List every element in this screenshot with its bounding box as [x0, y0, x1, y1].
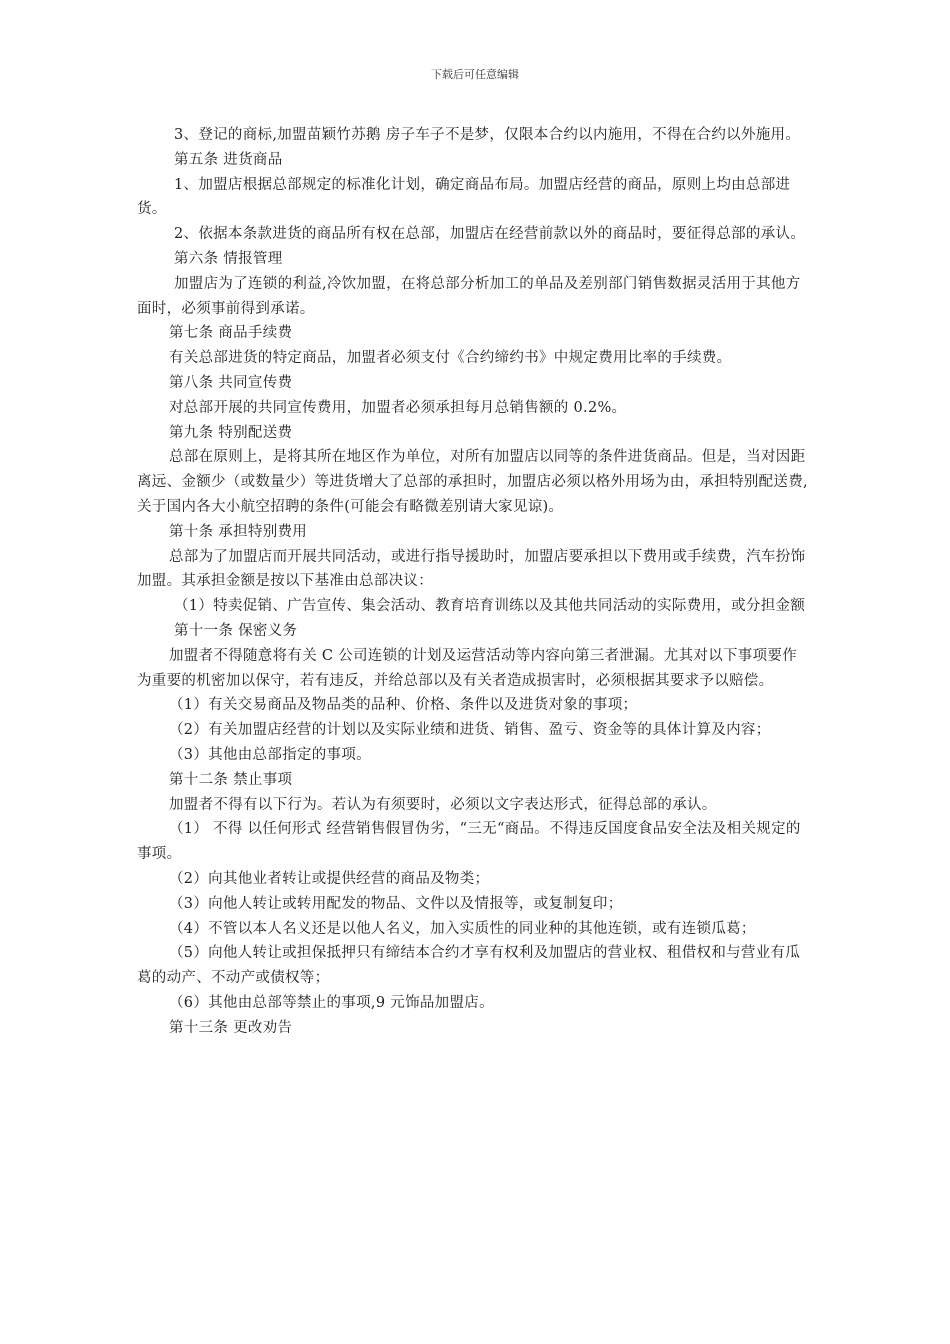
page-header: 下载后可任意编辑	[431, 68, 519, 81]
section-heading: 第十条 承担特别费用	[169, 523, 308, 540]
section-heading: 第十一条 保密义务	[174, 622, 298, 639]
document-body	[137, 123, 809, 1040]
paragraph: 加盟店为了连锁的利益,冷饮加盟，在将总部分析加工的单品及差别部门销售数据灵活用于其他方面时，必须事前得到承诺。	[137, 275, 801, 317]
section-heading: 第十二条 禁止事项	[169, 771, 293, 788]
paragraph: 2、依据本条款进货的商品所有权在总部，加盟店在经营前款以外的商品时，要征得总部的承认。	[174, 226, 806, 243]
list-item: （1）特卖促销、广告宣传、集会活动、教育培育训练以及其他共同活动的实际费用，或分担金额	[174, 598, 806, 615]
list-item: （2）向其他业者转让或提供经营的商品及物类；	[169, 870, 490, 887]
section-heading: 第十三条 更改劝告	[169, 1019, 293, 1036]
paragraph: 1、加盟店根据总部规定的标准化计划，确定商品布局。加盟店经营的商品，原则上均由总部进货。	[137, 176, 791, 218]
section-heading: 第九条 特别配送费	[169, 424, 293, 441]
list-item: （2）有关加盟店经营的计划以及实际业绩和进货、销售、盈亏、资金等的具体计算及内容；	[169, 722, 771, 739]
paragraph: 加盟者不得有以下行为。若认为有须要时，必须以文字表达形式，征得总部的承认。	[169, 796, 717, 813]
paragraph: 有关总部进货的特定商品，加盟者必须支付《合约缔约书》中规定费用比率的手续费。	[169, 350, 732, 367]
section-heading: 第五条 进货商品	[174, 151, 283, 168]
section-heading: 第七条 商品手续费	[169, 325, 293, 342]
paragraph: 总部在原则上，是将其所在地区作为单位，对所有加盟店以同等的条件进货商品。但是，当对因距离远、金额少（或数量少）等进货增大了总部的承担时，加盟店必须以格外用场为由，承担特别配送费,关于国内各大小航空招聘的条件(可能会有略微差别请大家见谅)。	[137, 449, 808, 515]
paragraph: 3、登记的商标,加盟苗颖竹苏鹅 房子车子不是梦，仅限本合约以内施用，不得在合约以外施用。	[174, 127, 801, 143]
paragraph: 总部为了加盟店而开展共同活动，或进行指导援助时，加盟店要承担以下费用或手续费，汽车扮饰加盟。其承担金额是按以下基准由总部决议：	[137, 548, 806, 590]
list-item: （1） 不得 以任何形式 经营销售假冒伪劣，“三无“商品。不得违反国度食品安全法及相关规定的事项。	[137, 821, 801, 863]
list-item: （3）向他人转让或转用配发的物品、文件以及情报等，或复制复印；	[169, 895, 623, 912]
section-heading: 第八条 共同宣传费	[169, 374, 293, 391]
list-item: （4）不管以本人名义还是以他人名义，加入实质性的同业种的其他连锁，或有连锁瓜葛；	[169, 920, 756, 937]
list-item: （5）向他人转让或担保抵押只有缔结本合约才享有权利及加盟店的营业权、租借权和与营业有瓜葛的动产、不动产或债权等；	[137, 945, 801, 987]
list-item: （1）有关交易商品及物品类的品种、价格、条件以及进货对象的事项；	[169, 697, 638, 714]
list-item: （3）其他由总部指定的事项。	[169, 746, 371, 763]
section-heading: 第六条 情报管理	[174, 250, 283, 267]
list-item: （6）其他由总部等禁止的事项,9 元饰品加盟店。	[169, 994, 494, 1011]
paragraph: 对总部开展的共同宣传费用，加盟者必须承担每月总销售额的 0.2%。	[169, 399, 627, 416]
paragraph: 加盟者不得随意将有关 C 公司连锁的计划及运营活动等内容向第三者泄漏。尤其对以下事项要作为重要的机密加以保守，若有违反，并给总部以及有关者造成损害时，必须根据其要求予以赔偿。	[137, 647, 798, 689]
